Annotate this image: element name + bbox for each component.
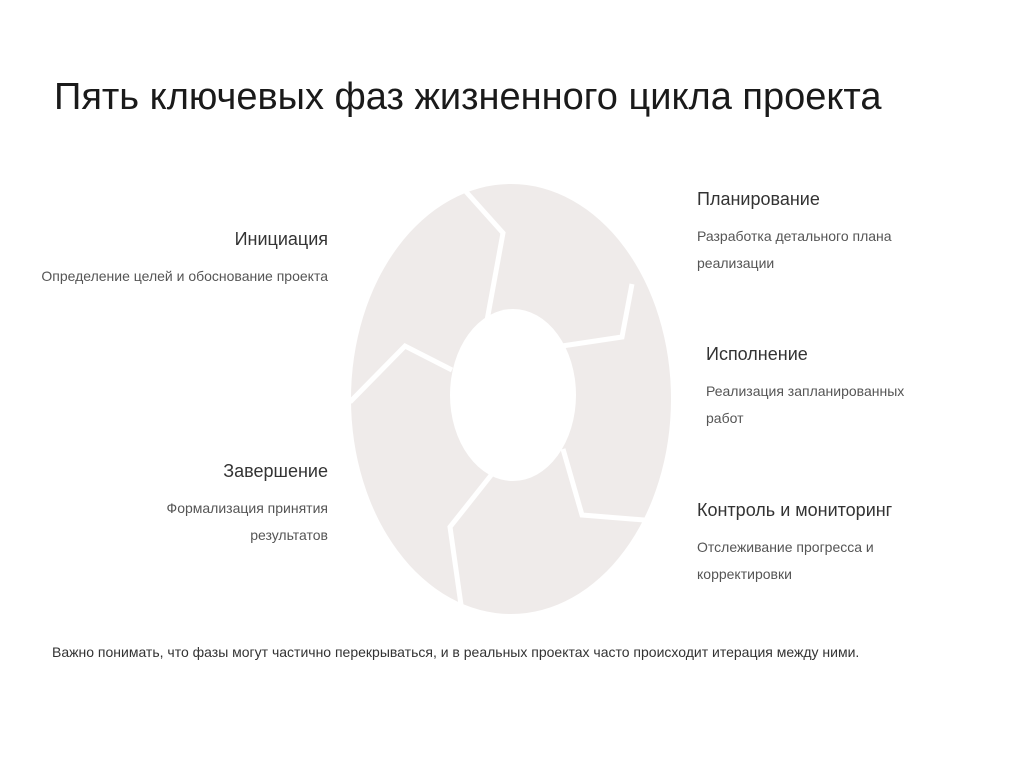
- lifecycle-cycle-diagram: [346, 182, 676, 622]
- phase-monitoring-title: Контроль и мониторинг: [697, 500, 893, 520]
- phase-monitoring: [697, 500, 997, 588]
- phase-initiation-title: Инициация: [234, 229, 328, 249]
- phase-execution: [706, 344, 986, 432]
- phase-planning: [697, 189, 977, 277]
- phase-closing-desc: Формализация принятия результатов: [166, 500, 328, 543]
- phase-closing-title: Завершение: [223, 461, 328, 481]
- phase-planning-desc: Разработка детального плана реализации: [697, 228, 892, 271]
- phase-execution-title: Исполнение: [706, 344, 808, 364]
- phase-execution-desc: Реализация запланированных работ: [706, 383, 905, 426]
- phase-monitoring-desc: Отслеживание прогресса и корректировки: [697, 539, 874, 582]
- slide-title: Пять ключевых фаз жизненного цикла проекта: [54, 76, 882, 118]
- cycle-ring: [351, 184, 671, 614]
- phase-planning-title: Планирование: [697, 189, 820, 209]
- ring-hole: [450, 309, 576, 481]
- phase-initiation-desc: Определение целей и обоснование проекта: [41, 268, 328, 284]
- phase-closing: [40, 461, 328, 549]
- slide-footnote: Важно понимать, что фазы могут частично перекрываться, и в реальных проектах часто происходит итерация между ними.: [52, 644, 860, 660]
- phase-initiation: [40, 229, 328, 290]
